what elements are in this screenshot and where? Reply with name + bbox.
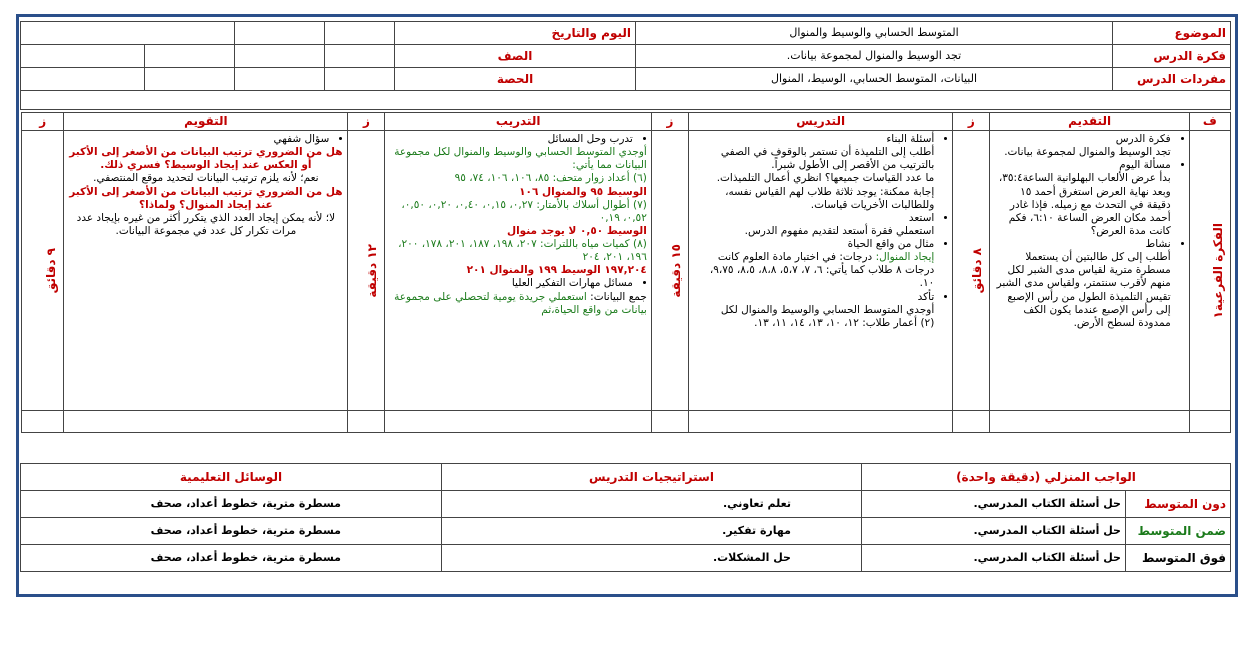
class-cell-2: [235, 45, 325, 68]
intro-item1-text: تجد الوسيط والمنوال لمجموعة بيانات.: [1004, 146, 1171, 159]
assess-q2: هل من الضروري ترتيب البيانات من الأصغر إلى الأكبر عند إيجاد المنوال؟ ولماذا؟: [69, 185, 343, 211]
empty-cell-6: [385, 411, 651, 433]
period-cell-1: [325, 68, 395, 91]
homework-below: حل أسئلة الكتاب المدرسي.: [861, 491, 1125, 518]
strategy-within: مهارة تفكير.: [441, 518, 861, 545]
teach-item3-label: إيجاد المنوال:: [875, 251, 935, 264]
teach-time: ١٥ دقيقة: [669, 243, 683, 298]
assess-a2: لا؛ لأنه يمكن إيجاد العدد الذي يتكرر أكثر من غيره بإيجاد عدد مرات تكرار كل عدد في مجموعة البيانات.: [76, 211, 336, 237]
train-time: ١٢ دقيقة: [365, 243, 380, 298]
day-label: اليوم والتاريخ: [395, 22, 636, 45]
teach-item1-text: أطلب إلى التلميذة أن تستمر بالوقوف في الصفي بالترتيب من الأقصر إلى الأطول شبراً.: [720, 146, 935, 172]
homework-label: الواجب المنزلي (دقيقة واحدة): [861, 464, 1230, 491]
assess-item1: سؤال شفهي: [273, 133, 330, 145]
vocab-label: مفردات الدرس: [1113, 68, 1231, 91]
day-cell-2: [235, 22, 325, 45]
train-item2-text: استعملي جريدة يومية لتحصلي على مجموعة بيانات من واقع الحياة،ثم: [394, 290, 647, 316]
empty-cell-7: [348, 411, 385, 433]
intro-cell: [990, 131, 1189, 411]
idea-label: فكرة الدرس: [1113, 45, 1231, 68]
empty-cell-5: [651, 411, 688, 433]
homework-within: حل أسئلة الكتاب المدرسي.: [861, 518, 1125, 545]
subject-value: المتوسط الحسابي والوسيط والمنوال: [636, 22, 1113, 45]
intro-item3: نشاط: [1145, 238, 1171, 250]
intro-time: ٨ دقائق: [970, 247, 985, 294]
col-intro: التقديم: [990, 113, 1189, 131]
class-label: الصف: [395, 45, 636, 68]
level-within: ضمن المتوسط: [1126, 518, 1231, 545]
vocab-value: البيانات، المتوسط الحسابي، الوسيط، المنوال: [636, 68, 1113, 91]
period-label: الحصة: [395, 68, 636, 91]
empty-cell-1: [1189, 411, 1230, 433]
empty-cell-9: [22, 411, 64, 433]
level-below: دون المتوسط: [1126, 491, 1231, 518]
tools-within: مسطرة مترية، خطوط أعداد، صحف: [20, 518, 441, 545]
tools-below: مسطرة مترية، خطوط أعداد، صحف: [20, 491, 441, 518]
period-cell-4: [21, 68, 145, 91]
empty-cell-4: [689, 411, 953, 433]
idea-value: تجد الوسيط والمنوال لمجموعة بيانات.: [636, 45, 1113, 68]
strategy-below: تعلم تعاوني.: [441, 491, 861, 518]
teach-item4-text: أوجدي المتوسط الحسابي والوسيط والمنوال لكل: [720, 303, 935, 316]
train-item1: تدرب وحل المسائل: [547, 133, 633, 145]
intro-item2: مسألة اليوم: [1119, 159, 1171, 172]
train-ex7: (٧) أطوال أسلاك بالأمتار: ٠,٢٧، ٠,١٥، ٠,٤٠، ٠,٢٠، ٠,٥٠، ٠,٥٢، ٠,١٩: [401, 198, 647, 224]
class-cell-4: [21, 45, 145, 68]
train-ex6-ans: الوسيط ٩٥ والمنوال ١٠٦: [519, 185, 647, 198]
teach-item4: تأكد: [917, 290, 935, 303]
assess-a1: نعم؛ لأنه يلزم ترتيب البيانات لتحديد موقع المنتصفي.: [93, 172, 319, 185]
homework-above: حل أسئلة الكتاب المدرسي.: [861, 545, 1125, 572]
col-f: ف: [1189, 113, 1230, 131]
teach-item2: استعد: [908, 211, 935, 224]
train-item1-text: أوجدي المتوسط الحسابي والوسيط والمنوال لكل مجموعة البيانات مما يأتي:: [394, 146, 647, 172]
col-z-2: ز: [651, 113, 688, 131]
assess-q1: هل من الضروري ترتيب البيانات من الأصغر إلى الأكبر أو العكس عند إيجاد الوسيط؟ فسري ذلك.: [69, 146, 343, 172]
tools-above: مسطرة مترية، خطوط أعداد، صحف: [20, 545, 441, 572]
assess-cell: [64, 131, 348, 411]
col-train: التدريب: [385, 113, 651, 131]
train-ex6: (٦) أعداد زوار متحف: ٨٥، ١٠٦، ١٠٦، ٧٤، ٩٥: [454, 172, 647, 185]
strategies-label: استراتيجيات التدريس: [441, 464, 861, 491]
teach-item1-q: ما عدد القياسات جميعها؟ انظري أعمال التلميذات. إجابة ممكنة: يوجد ثلاثة طلاب لهم القياس نفسه، وللطالبات الأخريات قياسات.: [716, 172, 935, 211]
train-ex7-ans: الوسيط ٠,٥٠ لا يوجد منوال: [506, 224, 647, 237]
col-teach: التدريس: [689, 113, 953, 131]
day-cell-1: [325, 22, 395, 45]
tools-label: الوسائل التعليمية: [20, 464, 441, 491]
teach-item4-ex: (٢) أعمار طلاب: ١٢، ١٠، ١٣، ١٤، ١١، ١٣.: [754, 316, 935, 329]
train-item2: مسائل مهارات التفكير العليا: [511, 277, 633, 290]
empty-cell-3: [953, 411, 990, 433]
train-ex8-ans: ١٩٧,٢٠٤ الوسيط ١٩٩ والمنوال ٢٠١: [466, 264, 647, 277]
lesson-plan-frame: [16, 14, 1238, 597]
col-z-1: ز: [953, 113, 990, 131]
teach-item1: أسئلة البناء: [886, 133, 935, 145]
level-above: فوق المتوسط: [1126, 545, 1231, 572]
period-cell-3: [145, 68, 235, 91]
spacer-row: [21, 91, 1231, 110]
lesson-table: [21, 112, 1231, 433]
col-assess: التقويم: [64, 113, 348, 131]
header-table: [20, 21, 1231, 110]
subject-label: الموضوع: [1113, 22, 1231, 45]
assess-time: ٩ دقائق: [44, 247, 59, 294]
sub-idea-vertical: الفكرة الفرعية١: [1211, 222, 1225, 319]
train-ex8: (٨) كميات مياه باللترات: ٢٠٧، ١٩٨، ١٨٧، ٢٠١، ١٧٨، ٢٠٠، ١٩٦، ٢٠١، ٢٠٤: [398, 238, 647, 264]
teach-item3: مثال من واقع الحياة: [847, 238, 935, 250]
strategy-above: حل المشكلات.: [441, 545, 861, 572]
intro-item1: فكرة الدرس: [1115, 133, 1171, 145]
train-item2-label: جمع البيانات:: [590, 290, 647, 303]
class-cell-3: [145, 45, 235, 68]
col-z-3: ز: [348, 113, 385, 131]
empty-cell-2: [990, 411, 1189, 433]
intro-item3-text: أطلب إلى كل طالبتين أن يستعملا مسطرة مترية لقياس مدى الشبر لكل منهم لأقرب سنتمتر، ولقياس مدى الشبر تقيس التلميذة الطول من رأس الإصبع إلى رأس الإصبع عندما يكون الكف ممدودة لسطح الأرض.: [996, 251, 1171, 329]
intro-item2-text: بدأ عرض الألعاب البهلوانية الساعة٣٥:٤، وبعد نهاية العرض استغرق أحمد ١٥ دقيقة في التحدث مع زميله. فإذا غادر أحمد مكان العرض الساعة ٦:١٠، فكم كانت مدة العرض؟: [998, 172, 1171, 237]
empty-cell-8: [64, 411, 348, 433]
class-cell-1: [325, 45, 395, 68]
teach-item3-text: درجات: في اختبار مادة العلوم كانت درجات ٨ طلاب كما يأتي: ٦، ٧، ٥،٧، ٨،٨، ٨،٥، ٩،٧٥، ١٠.: [709, 251, 935, 290]
period-cell-2: [235, 68, 325, 91]
bottom-table: [20, 463, 1231, 572]
col-z-4: ز: [22, 113, 64, 131]
train-cell: [385, 131, 651, 411]
teach-item2-text: استعملي فقرة أستعد لتقديم مفهوم الدرس.: [744, 224, 935, 237]
day-cell-3: [21, 22, 235, 45]
teach-cell: [689, 131, 953, 411]
